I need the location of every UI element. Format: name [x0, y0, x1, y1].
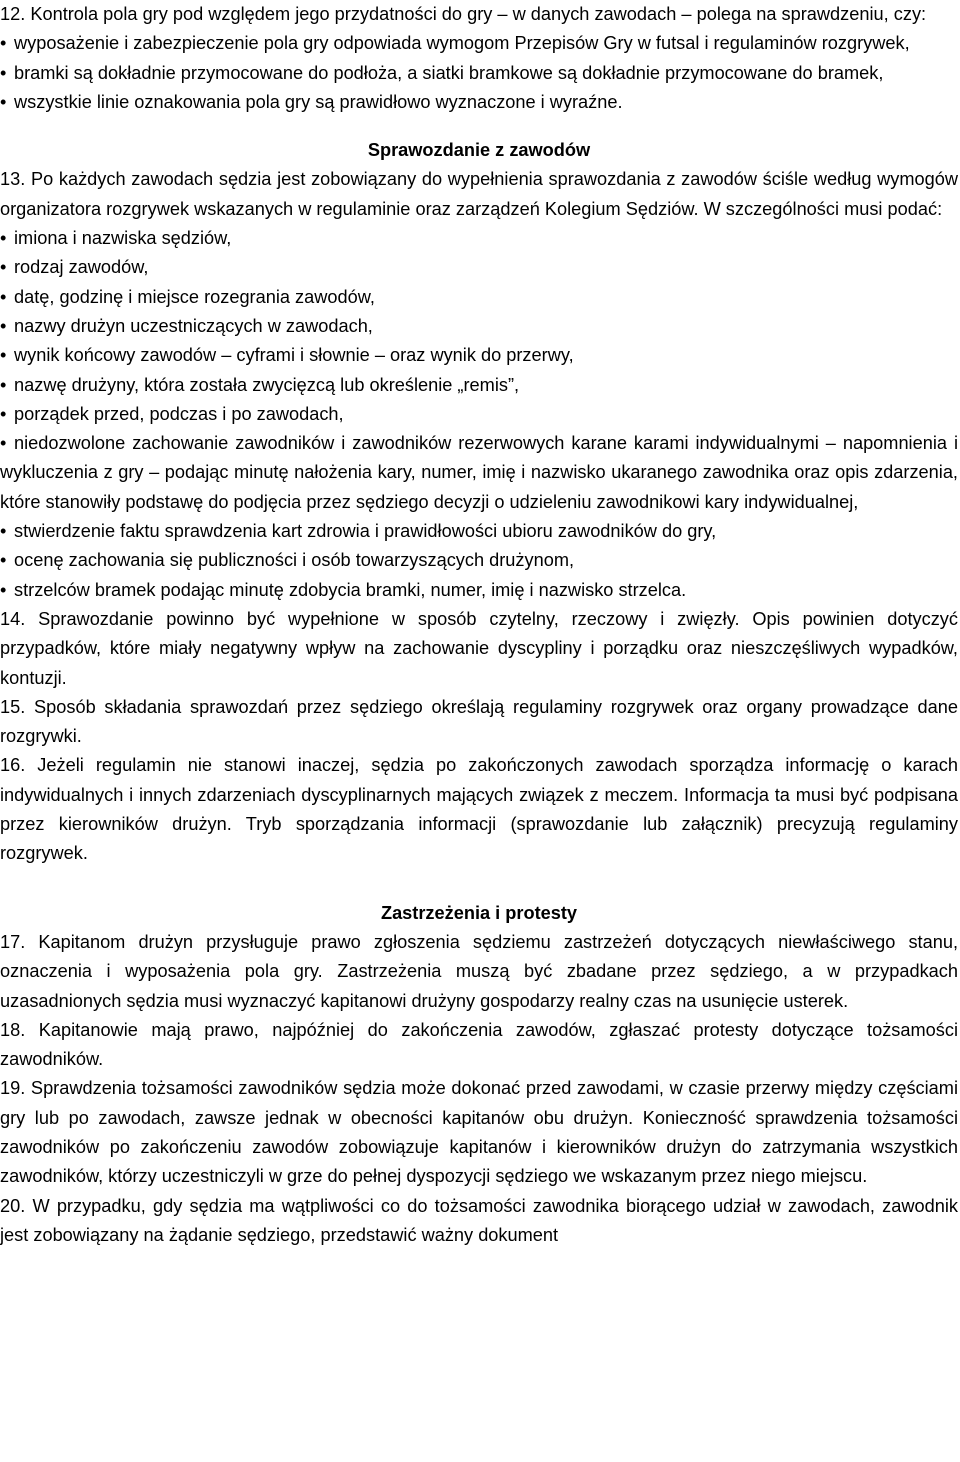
list-item: • nazwy drużyn uczestniczących w zawodach, — [0, 312, 958, 341]
paragraph-20: 20. W przypadku, gdy sędzia ma wątpliwości co do tożsamości zawodnika biorącego udział w zawodach, zawodnik jest zobowiązany na żądanie sędziego, przedstawić ważny dokument — [0, 1195, 958, 1245]
section-heading-report: Sprawozdanie z zawodów — [367, 140, 591, 161]
list-item: • bramki są dokładnie przymocowane do podłoża, a siatki bramkowe są dokładnie przymocowane do bramek, — [0, 59, 958, 88]
list-item: • datę, godzinę i miejsce rozegrania zawodów, — [0, 283, 958, 312]
spacer — [0, 869, 958, 899]
list-item: • ocenę zachowania się publiczności i osób towarzyszących drużynom, — [0, 546, 958, 575]
section-heading-protests: Zastrzeżenia i protesty — [380, 902, 578, 923]
paragraph-18: 18. Kapitanowie mają prawo, najpóźniej do zakończenia zawodów, zgłaszać protesty dotyczące tożsamości zawodników. — [0, 1019, 958, 1070]
list-item: • niedozwolone zachowanie zawodników i zawodników rezerwowych karane karami indywidualnymi – napomnienia i wykluczenia z gry – podając minutę nałożenia kary, numer, imię i nazwisko ukaranego zawodnika oraz opis zdarzenia, które stanowiły podstawę do podjęcia przez sędziego decyzji o udzieleniu zawodnikowi kary indywidualnej, — [0, 429, 958, 517]
list-item: • wyposażenie i zabezpieczenie pola gry odpowiada wymogom Przepisów Gry w futsal i regulaminów rozgrywek, — [0, 29, 958, 58]
list-item: • imiona i nazwiska sędziów, — [0, 224, 958, 253]
paragraph-16: 16. Jeżeli regulamin nie stanowi inaczej, sędzia po zakończonych zawodach sporządza informację o karach indywidualnych i innych zdarzeniach dyscyplinarnych mających związek z meczem. Informacja ta musi być podpisana przez kierowników drużyn. Tryb sporządzania informacji (sprawozdanie lub załącznik) precyzują regulaminy rozgrywek. — [0, 755, 958, 864]
paragraph-12: 12. Kontrola pola gry pod względem jego przydatności do gry – w danych zawodach – polega na sprawdzeniu, czy: — [0, 4, 927, 24]
paragraph-19: 19. Sprawdzenia tożsamości zawodników sędzia może dokonać przed zawodami, w czasie przerwy między częściami gry lub po zawodach, zawsze jednak w obecności kapitanów obu drużyn. Konieczność sprawdzenia tożsamości zawodników po zakończeniu zawodów zobowiązuje kapitanów i kierowników drużyn do zatrzymania wszystkich zawodników, którzy uczestniczyli w grze do pełnej dyspozycji sędziego we wskazanym przez niego miejscu. — [0, 1078, 958, 1187]
list-item: • porządek przed, podczas i po zawodach, — [0, 400, 958, 429]
paragraph-13: 13. Po każdych zawodach sędzia jest zobowiązany do wypełnienia sprawozdania z zawodów ściśle według wymogów organizatora rozgrywek wskazanych w regulaminie oraz zarządzeń Kolegium Sędziów. W szczególności musi podać: — [0, 169, 958, 219]
list-item: • stwierdzenie faktu sprawdzenia kart zdrowia i prawidłowości ubioru zawodników do gry, — [0, 517, 958, 546]
list-item: • nazwę drużyny, która została zwycięzcą lub określenie „remis”, — [0, 371, 958, 400]
paragraph-17: 17. Kapitanom drużyn przysługuje prawo zgłoszenia sędziemu zastrzeżeń dotyczących niewłaściwego stanu, oznaczenia i wyposażenia pola gry. Zastrzeżenia muszą być zbadane przez sędziego, a w przypadkach uzasadnionych sędzia musi wyznaczyć kapitanowi drużyny gospodarzy realny czas na usunięcie usterek. — [0, 931, 958, 1011]
paragraph-15: 15. Sposób składania sprawozdań przez sędziego określają regulaminy rozgrywek oraz organy prowadzące dane rozgrywki. — [0, 696, 958, 747]
list-item: • wynik końcowy zawodów – cyframi i słownie – oraz wynik do przerwy, — [0, 341, 958, 370]
list-item: • strzelców bramek podając minutę zdobycia bramki, numer, imię i nazwisko strzelca. — [0, 576, 958, 605]
list-item: • wszystkie linie oznakowania pola gry są prawidłowo wyznaczone i wyraźne. — [0, 88, 958, 117]
list-item: • rodzaj zawodów, — [0, 253, 958, 282]
paragraph-14: 14. Sprawozdanie powinno być wypełnione w sposób czytelny, rzeczowy i zwięzły. Opis powinien dotyczyć przypadków, które miały negatywny wpływ na zachowanie dyscypliny i porządku oraz nieszczęśliwych wypadków, kontuzji. — [0, 608, 958, 688]
